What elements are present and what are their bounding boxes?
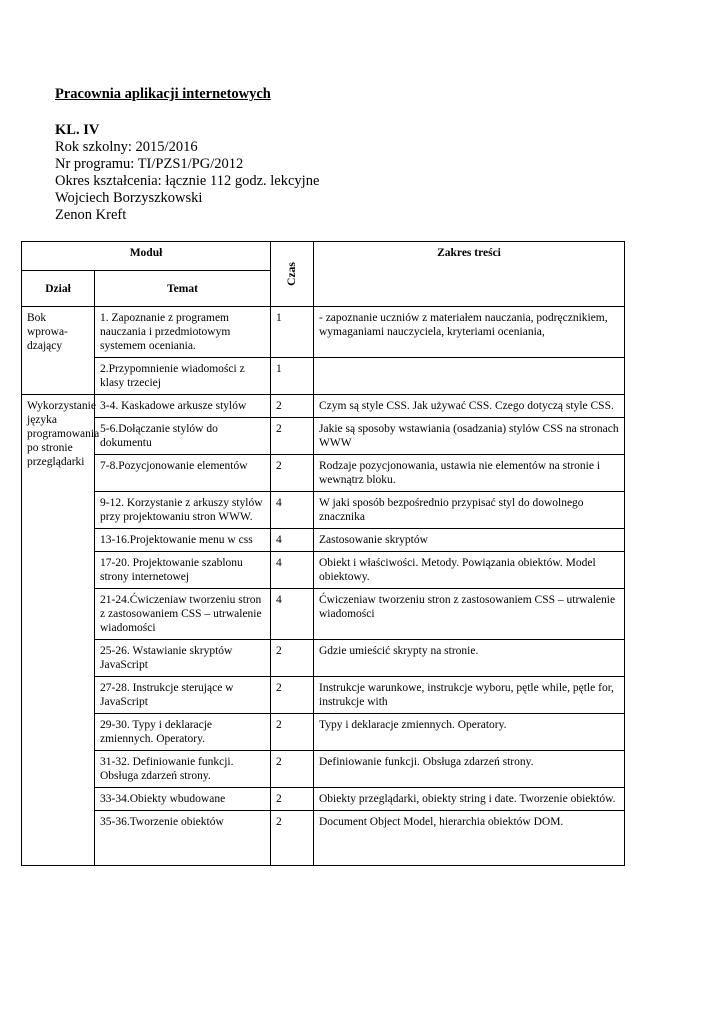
row-zakres: Obiekt i właściwości. Metody. Powiązania obiektów. Model obiektowy. (314, 552, 625, 589)
row-temat: 21-24.Ćwiczeniaw tworzeniu stron z zastosowaniem CSS – utrwalenie wiadomości (95, 589, 271, 640)
row-zakres: Gdzie umieścić skrypty na stronie. (314, 640, 625, 677)
header-temat: Temat (95, 271, 271, 307)
row-temat: 9-12. Korzystanie z arkuszy stylów przy projektowaniu stron WWW. (95, 492, 271, 529)
row-temat: 5-6.Dołączanie stylów do dokumentu (95, 418, 271, 455)
row-temat: 27-28. Instrukcje sterujące w JavaScript (95, 677, 271, 714)
row-zakres: Czym są style CSS. Jak używać CSS. Czego dotyczą style CSS. (314, 395, 625, 418)
header-czas-label: Czas (285, 262, 298, 286)
row-temat: 17-20. Projektowanie szablonu strony internetowej (95, 552, 271, 589)
row-czas: 2 (271, 455, 314, 492)
teacher-name-2: Zenon Kreft (55, 207, 127, 223)
table-row (22, 492, 625, 529)
row-temat: 25-26. Wstawianie skryptów JavaScript (95, 640, 271, 677)
row-zakres (314, 358, 625, 395)
row-zakres: Document Object Model, hierarchia obiektów DOM. (314, 811, 625, 866)
row-czas: 2 (271, 418, 314, 455)
section-dzial: Bok wprowa-dzający (22, 307, 95, 395)
row-zakres: Rodzaje pozycjonowania, ustawia nie elementów na stronie i wewnątrz bloku. (314, 455, 625, 492)
section-dzial: Wykorzystanie języka programowania po stronie przeglądarki (22, 395, 95, 866)
header-modul: Moduł (22, 242, 271, 271)
row-temat: 2.Przypomnienie wiadomości z klasy trzeciej (95, 358, 271, 395)
program-number: Nr programu: TI/PZS1/PG/2012 (55, 156, 244, 172)
row-zakres: Instrukcje warunkowe, instrukcje wyboru, pętle while, pętle for, instrukcje with (314, 677, 625, 714)
table-row (22, 640, 625, 677)
row-temat: 1. Zapoznanie z programem nauczania i przedmiotowym systemem oceniania. (95, 307, 271, 358)
row-czas: 2 (271, 714, 314, 751)
row-czas: 4 (271, 589, 314, 640)
row-temat: 31-32. Definiowanie funkcji. Obsługa zdarzeń strony. (95, 751, 271, 788)
row-czas: 4 (271, 552, 314, 589)
school-year: Rok szkolny: 2015/2016 (55, 139, 198, 155)
row-zakres: Ćwiczeniaw tworzeniu stron z zastosowaniem CSS – utrwalenie wiadomości (314, 589, 625, 640)
course-title: Pracownia aplikacji internetowych (55, 86, 271, 102)
row-temat: 13-16.Projektowanie menu w css (95, 529, 271, 552)
row-czas: 2 (271, 788, 314, 811)
row-zakres: Jakie są sposoby wstawiania (osadzania) stylów CSS na stronach WWW (314, 418, 625, 455)
table-row (22, 358, 625, 395)
table-row (22, 529, 625, 552)
row-zakres: Typy i deklaracje zmiennych. Operatory. (314, 714, 625, 751)
row-czas: 4 (271, 529, 314, 552)
table-row (22, 307, 625, 358)
row-temat: 33-34.Obiekty wbudowane (95, 788, 271, 811)
row-temat: 3-4. Kaskadowe arkusze stylów (95, 395, 271, 418)
table-row (22, 395, 625, 418)
table-row (22, 751, 625, 788)
row-czas: 4 (271, 492, 314, 529)
header-zakres: Zakres treści (314, 242, 625, 307)
table-row (22, 677, 625, 714)
education-period: Okres kształcenia: łącznie 112 godz. lekcyjne (55, 173, 320, 189)
row-temat: 29-30. Typy i deklaracje zmiennych. Operatory. (95, 714, 271, 751)
row-temat: 35-36.Tworzenie obiektów (95, 811, 271, 866)
row-czas: 1 (271, 358, 314, 395)
table-row (22, 418, 625, 455)
syllabus-table (21, 241, 625, 866)
teacher-name-1: Wojciech Borzyszkowski (55, 190, 203, 206)
table-row (22, 455, 625, 492)
table-row (22, 552, 625, 589)
row-temat: 7-8.Pozycjonowanie elementów (95, 455, 271, 492)
row-zakres: Definiowanie funkcji. Obsługa zdarzeń strony. (314, 751, 625, 788)
row-czas: 2 (271, 677, 314, 714)
class-label: KL. IV (55, 122, 100, 138)
header-dzial: Dział (22, 271, 95, 307)
row-czas: 1 (271, 307, 314, 358)
row-zakres: Zastosowanie skryptów (314, 529, 625, 552)
document-header (55, 86, 319, 224)
syllabus-body (22, 307, 625, 866)
row-zakres: W jaki sposób bezpośrednio przypisać styl do dowolnego znacznika (314, 492, 625, 529)
table-row (22, 714, 625, 751)
header-czas (271, 242, 314, 307)
row-czas: 2 (271, 751, 314, 788)
row-czas: 2 (271, 395, 314, 418)
table-row (22, 788, 625, 811)
row-zakres: - zapoznanie uczniów z materiałem nauczania, podręcznikiem, wymaganiami nauczyciela, kryteriami oceniania, (314, 307, 625, 358)
table-row (22, 589, 625, 640)
row-zakres: Obiekty przeglądarki, obiekty string i date. Tworzenie obiektów. (314, 788, 625, 811)
table-row (22, 811, 625, 866)
row-czas: 2 (271, 811, 314, 866)
row-czas: 2 (271, 640, 314, 677)
